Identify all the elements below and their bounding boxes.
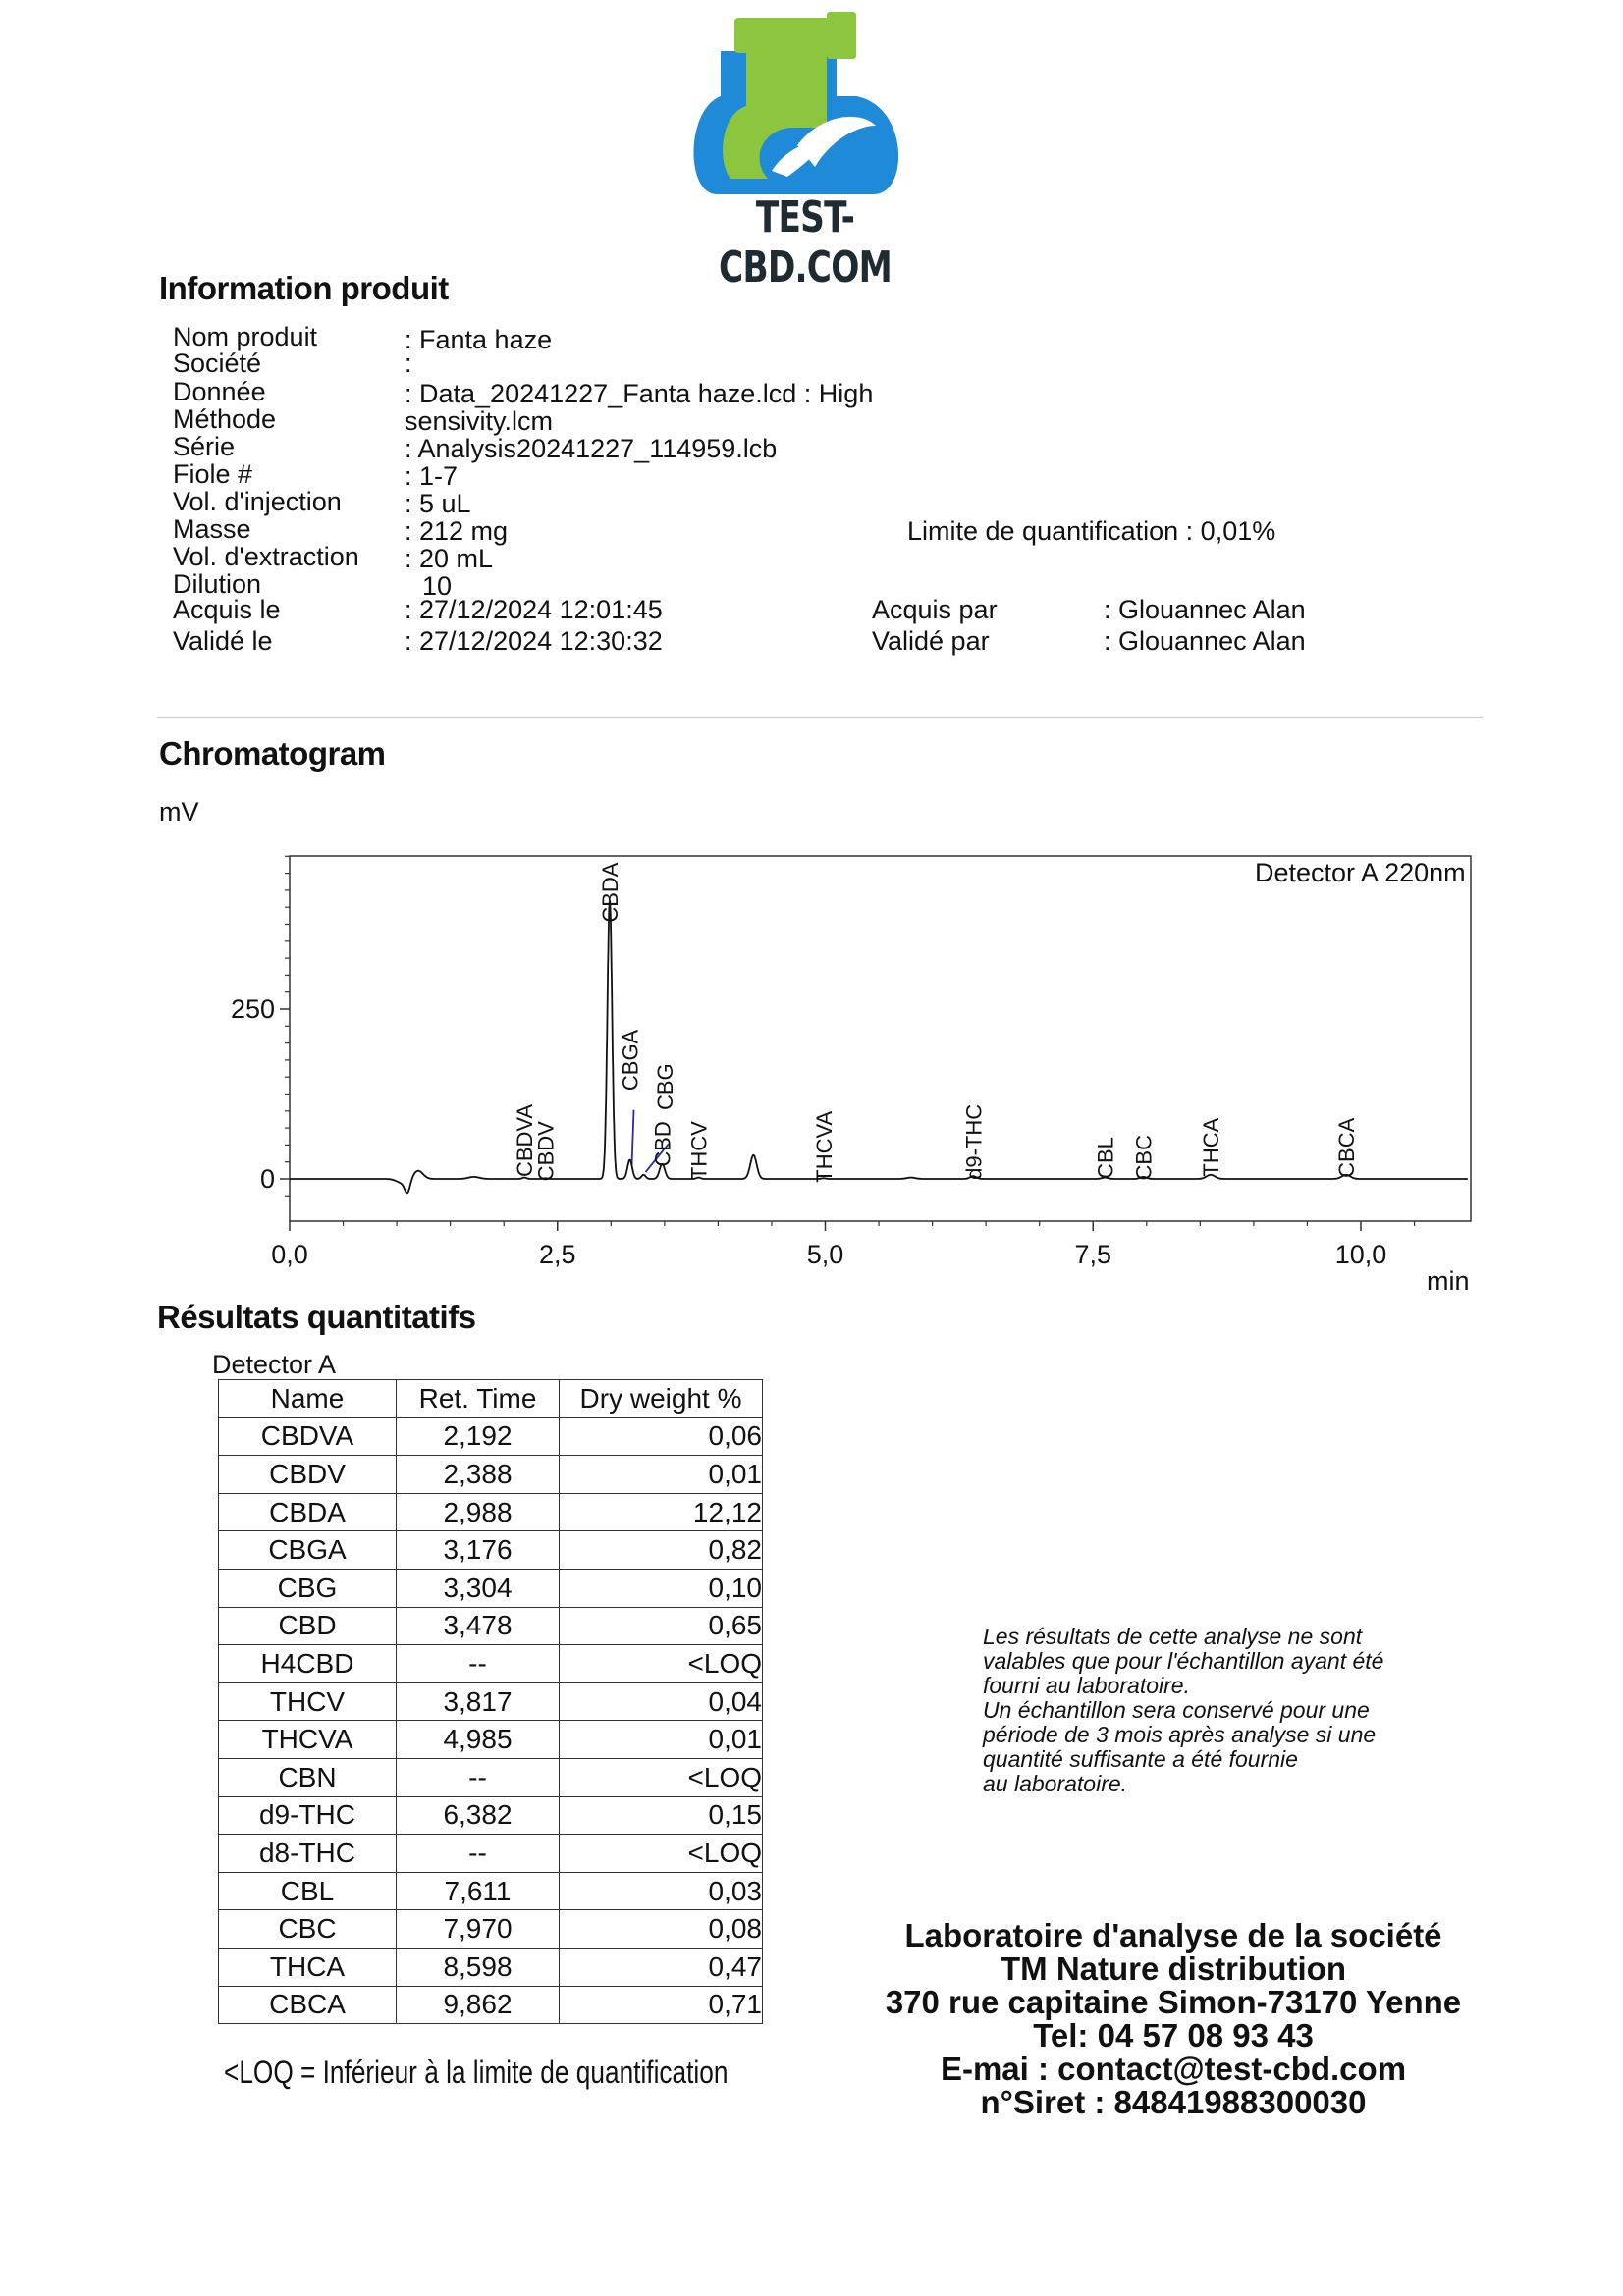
cell-name: d8-THC: [219, 1835, 397, 1873]
info-label-dilution: Dilution: [173, 569, 262, 599]
cell-name: CBDA: [219, 1493, 397, 1531]
table-row: [219, 1721, 763, 1759]
x-tick-label: 5,0: [806, 1240, 844, 1269]
results-title: Résultats quantitatifs: [157, 1299, 476, 1335]
note-line: quantité suffisante a été fournie: [983, 1746, 1298, 1772]
info-label-vol-injection: Vol. d'injection: [173, 487, 342, 516]
table-row: [219, 1948, 763, 1986]
cell-ret-time: 3,176: [397, 1531, 560, 1570]
info-value-vol-extraction: : 20 mL: [405, 544, 494, 573]
y-axis-unit: mV: [159, 797, 199, 827]
info-label-valide-le: Validé le: [173, 626, 273, 656]
cell-ret-time: --: [397, 1645, 560, 1683]
lab-siret-line: n°Siret : 84841988300030: [980, 2084, 1367, 2120]
cell-name: CBC: [219, 1910, 397, 1949]
note-line: fourni au laboratoire.: [983, 1673, 1190, 1698]
cell-name: CBG: [219, 1569, 397, 1607]
acquis-par-value: : Glouannec Alan: [1104, 595, 1306, 624]
table-row: [219, 1872, 763, 1910]
table-row: [219, 1986, 763, 2024]
cell-ret-time: --: [397, 1835, 560, 1873]
cell-dry-weight: 0,06: [560, 1417, 763, 1456]
acquis-par-label: Acquis par: [872, 595, 998, 624]
info-label-nom-produit: Nom produit: [173, 322, 318, 351]
peak-label-d9-thc: d9-THC: [961, 1103, 987, 1180]
note-line: période de 3 mois après analyse si une: [983, 1722, 1377, 1747]
info-label-acquis-le: Acquis le: [173, 595, 281, 624]
table-row: [219, 1835, 763, 1873]
cell-ret-time: 8,598: [397, 1948, 560, 1986]
cell-ret-time: 3,478: [397, 1607, 560, 1645]
chromatogram-title: Chromatogram: [159, 735, 386, 772]
peak-label-cbc: CBC: [1131, 1135, 1157, 1181]
cell-name: CBDVA: [219, 1417, 397, 1456]
cell-dry-weight: 12,12: [560, 1493, 763, 1531]
cell-dry-weight: 0,01: [560, 1456, 763, 1494]
cell-ret-time: 2,988: [397, 1493, 560, 1531]
detector-label: Detector A 220nm: [1255, 858, 1466, 887]
cell-name: THCA: [219, 1948, 397, 1986]
cell-ret-time: 9,862: [397, 1986, 560, 2024]
cell-dry-weight: <LOQ: [560, 1758, 763, 1796]
cell-ret-time: 3,304: [397, 1569, 560, 1607]
table-row: [219, 1456, 763, 1494]
valide-par-label: Validé par: [872, 626, 990, 656]
x-tick-label: 0,0: [271, 1240, 308, 1269]
loq-info: Limite de quantification : 0,01%: [907, 516, 1276, 546]
x-axis-unit: min: [1427, 1266, 1470, 1296]
cell-ret-time: 6,382: [397, 1796, 560, 1835]
table-row: [219, 1682, 763, 1721]
cell-dry-weight: <LOQ: [560, 1835, 763, 1873]
cell-name: CBGA: [219, 1531, 397, 1570]
peak-label-cbg: CBG: [652, 1063, 677, 1111]
table-row: [219, 1493, 763, 1531]
results-table: [218, 1379, 763, 2024]
cell-name: d9-THC: [219, 1796, 397, 1835]
table-row: [219, 1417, 763, 1456]
cell-dry-weight: 0,65: [560, 1607, 763, 1645]
cell-ret-time: 2,192: [397, 1417, 560, 1456]
logo-text: TEST-CBD.COM: [719, 192, 892, 293]
info-value-methode: sensivity.lcm: [405, 406, 554, 436]
cell-dry-weight: 0,03: [560, 1872, 763, 1910]
note-line: Les résultats de cette analyse ne sont: [983, 1624, 1363, 1649]
lab-email-line: E-mai : contact@test-cbd.com: [940, 2051, 1407, 2087]
valide-par-value: : Glouannec Alan: [1104, 626, 1306, 656]
info-label-donnee: Donnée: [173, 377, 266, 406]
lab-name-line: Laboratoire d'analyse de la société: [904, 1917, 1442, 1953]
table-header-row: [219, 1380, 763, 1418]
cell-dry-weight: 0,15: [560, 1796, 763, 1835]
info-value-acquis-le: : 27/12/2024 12:01:45: [405, 595, 663, 624]
cell-name: THCV: [219, 1682, 397, 1721]
peak-label-cbca: CBCA: [1333, 1117, 1359, 1178]
cell-ret-time: 7,970: [397, 1910, 560, 1949]
peak-label-thcva: THCVA: [811, 1110, 837, 1183]
results-detector-label: Detector A: [212, 1350, 337, 1379]
table-row: [219, 1607, 763, 1645]
cell-dry-weight: 0,04: [560, 1682, 763, 1721]
y-tick-label: 250: [230, 994, 275, 1024]
cell-name: CBDV: [219, 1456, 397, 1494]
cell-ret-time: 7,611: [397, 1872, 560, 1910]
product-info-title: Information produit: [159, 270, 449, 306]
info-value-dilution: 10: [422, 571, 453, 601]
y-tick-label: 0: [259, 1164, 275, 1194]
peak-label-cbd: CBD: [650, 1121, 676, 1167]
info-label-serie: Série: [173, 432, 236, 461]
cell-name: CBL: [219, 1872, 397, 1910]
peak-label-cbga: CBGA: [618, 1029, 643, 1092]
col-header-name: Name: [219, 1380, 397, 1418]
info-label-fiole: Fiole #: [173, 459, 253, 489]
cell-ret-time: --: [397, 1758, 560, 1796]
plot-frame: [290, 856, 1471, 1221]
info-label-societe: Société: [173, 348, 262, 378]
peak-label-cbl: CBL: [1093, 1137, 1118, 1179]
cell-ret-time: 3,817: [397, 1682, 560, 1721]
info-label-methode: Méthode: [173, 404, 277, 434]
table-row: [219, 1569, 763, 1607]
info-value-valide-le: : 27/12/2024 12:30:32: [405, 626, 663, 656]
info-label-masse: Masse: [173, 514, 251, 544]
peak-marker-line: [632, 1110, 634, 1165]
cell-dry-weight: 0,47: [560, 1948, 763, 1986]
cell-dry-weight: 0,71: [560, 1986, 763, 2024]
info-value-masse: : 212 mg: [405, 516, 509, 546]
cell-name: CBN: [219, 1758, 397, 1796]
table-row: [219, 1910, 763, 1949]
cell-dry-weight: 0,08: [560, 1910, 763, 1949]
table-row: [219, 1758, 763, 1796]
info-value-serie: : Analysis20241227_114959.lcb: [405, 434, 778, 463]
info-value-fiole: : 1-7: [405, 461, 459, 491]
cell-name: CBD: [219, 1607, 397, 1645]
info-value-vol-injection: : 5 uL: [405, 489, 471, 518]
note-line: au laboratoire.: [983, 1771, 1128, 1796]
cell-ret-time: 2,388: [397, 1456, 560, 1494]
info-value-societe: :: [405, 348, 412, 378]
x-tick-label: 2,5: [538, 1240, 576, 1269]
cell-name: CBCA: [219, 1986, 397, 2024]
cell-dry-weight: 0,10: [560, 1569, 763, 1607]
peak-label-thcv: THCV: [686, 1121, 712, 1181]
cell-name: H4CBD: [219, 1645, 397, 1683]
lab-phone-line: Tel: 04 57 08 93 43: [1033, 2017, 1314, 2054]
cell-dry-weight: 0,82: [560, 1531, 763, 1570]
info-value-nom-produit: : Fanta haze: [405, 325, 553, 354]
peak-label-cbdv: CBDV: [533, 1121, 559, 1182]
lab-contact-block: [844, 1919, 1502, 2119]
col-header-dry-weight: Dry weight %: [560, 1380, 763, 1418]
cell-dry-weight: 0,01: [560, 1721, 763, 1759]
table-row: [219, 1645, 763, 1683]
x-tick-label: 10,0: [1334, 1240, 1387, 1269]
note-line: Un échantillon sera conservé pour une: [983, 1697, 1370, 1723]
cell-dry-weight: <LOQ: [560, 1645, 763, 1683]
cell-ret-time: 4,985: [397, 1721, 560, 1759]
table-row: [219, 1531, 763, 1570]
chromatogram-trace: [290, 900, 1468, 1193]
x-tick-label: 7,5: [1074, 1240, 1112, 1269]
peak-label-thca: THCA: [1199, 1117, 1224, 1177]
info-label-vol-extraction: Vol. d'extraction: [173, 542, 359, 571]
disclaimer-note: [983, 1625, 1493, 1796]
lab-company-line: TM Nature distribution: [1001, 1950, 1346, 1987]
table-row: [219, 1796, 763, 1835]
col-header-ret-time: Ret. Time: [397, 1380, 560, 1418]
peak-label-cbdva: CBDVA: [513, 1103, 538, 1178]
cell-name: THCVA: [219, 1721, 397, 1759]
loq-legend: <LOQ = Inférieur à la limite de quantification: [224, 2055, 729, 2090]
lab-address-line: 370 rue capitaine Simon-73170 Yenne: [885, 1984, 1462, 2020]
info-value-donnee: : Data_20241227_Fanta haze.lcd : High: [405, 379, 874, 408]
peak-label-cbda: CBDA: [597, 862, 622, 923]
note-line: valables que pour l'échantillon ayant été: [983, 1648, 1384, 1674]
